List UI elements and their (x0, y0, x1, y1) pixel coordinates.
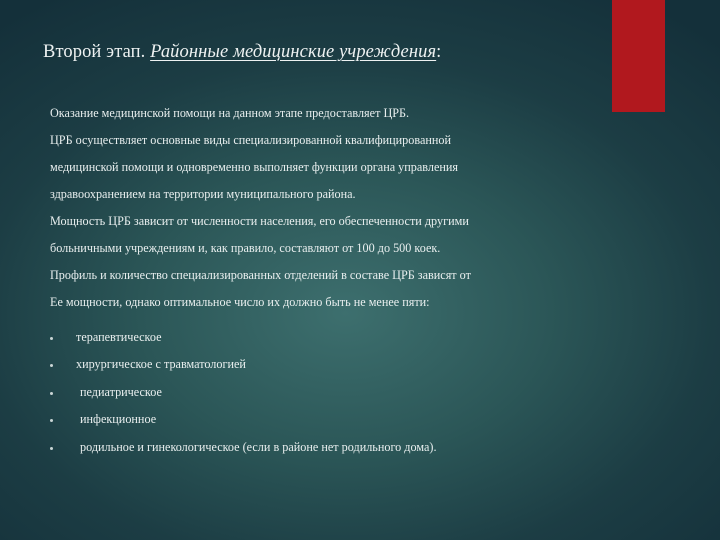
bullet-icon (50, 392, 53, 395)
accent-bar (612, 0, 665, 112)
bullet-icon (50, 337, 53, 340)
title-emphasis: Районные медицинские учреждения (150, 42, 437, 62)
paragraph-line: Мощность ЦРБ зависит от численности населения, его обеспеченности другими (50, 214, 469, 228)
paragraph-line: ЦРБ осуществляет основные виды специализированной квалифицированной (50, 133, 452, 147)
bullet-icon (50, 447, 53, 450)
paragraph-line: Профиль и количество специализированных отделений в составе ЦРБ зависят от (50, 268, 471, 282)
paragraph-line: Ее мощности, однако оптимальное число их должно быть не менее пяти: (50, 295, 430, 309)
slide-title (43, 42, 441, 63)
paragraph-line: медицинской помощи и одновременно выполняет функции органа управления (50, 160, 459, 174)
paragraph-line: здравоохранением на территории муниципального района. (50, 187, 356, 201)
bullet-text: педиатрическое (80, 385, 162, 399)
bullet-icon (50, 419, 53, 422)
bullet-text: хирургическое с травматологией (76, 357, 246, 371)
title-prefix: Второй этап. (43, 42, 151, 62)
bullet-text: родильное и гинекологическое (если в районе нет родильного дома). (80, 440, 437, 454)
bullet-text: терапевтическое (76, 330, 162, 344)
title-suffix: : (436, 42, 442, 62)
paragraph-line: больничными учреждениям и, как правило, составляют от 100 до 500 коек. (50, 241, 441, 255)
paragraph-line: Оказание медицинской помощи на данном этапе предоставляет ЦРБ. (50, 106, 410, 120)
bullet-text: инфекционное (80, 412, 157, 426)
bullet-icon (50, 364, 53, 367)
